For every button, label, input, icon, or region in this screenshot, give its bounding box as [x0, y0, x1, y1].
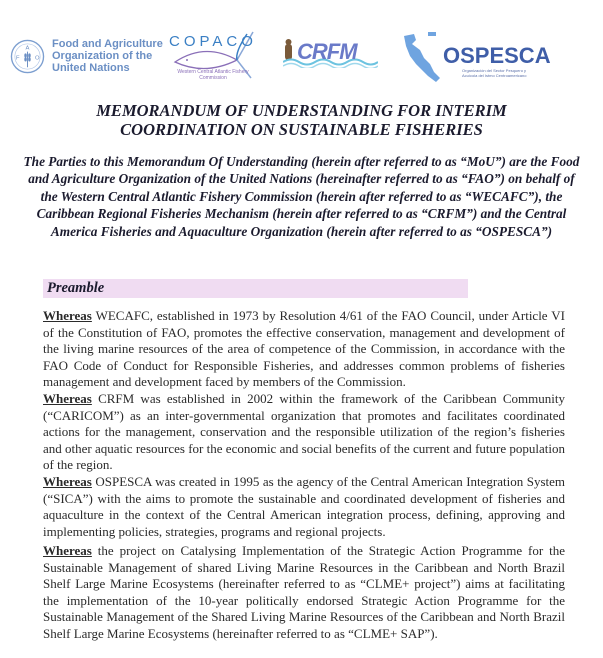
- crfm-title: CRFM: [297, 39, 357, 64]
- fao-name-line: United Nations: [52, 62, 130, 74]
- paragraph-text: OSPESCA was created in 1995 as the agency of the Central American Integration System (“SICA”) with the aims to promote the sustainable and coordinated development of fisheries and aquaculture in the context of the Central American integration process, defining, approving and implementing policies, strategies, programs and regional projects.: [43, 474, 565, 539]
- svg-text:O: O: [34, 54, 40, 61]
- whereas-paragraph-ospesca: [43, 474, 565, 540]
- ospesca-logo: [400, 30, 550, 85]
- fao-name: [52, 38, 163, 74]
- title-line: COORDINATION ON SUSTAINABLE FISHERIES: [120, 120, 483, 139]
- svg-text:F: F: [15, 54, 20, 61]
- parties-statement: The Parties to this Memorandum Of Understanding (herein after referred to as “MoU”) are the Food and Agriculture Organization of the United Nations (hereinafter referred to as “FAO”) on behalf of the Western Central Atlantic Fishery Commission (herein after referred to as “WECAFC”), the Caribbean Regional Fisheries Mechanism (herein after referred to as “CRFM”) and the Central America Fisheries and Aquaculture Organization (herein after referred to as “OSPESCA”): [23, 154, 580, 239]
- whereas-keyword: Whereas: [43, 474, 92, 489]
- paragraph-text: CRFM was established in 2002 within the framework of the Caribbean Community (“CARICOM”) as an inter-governmental organization that promotes and facilitates coordinated actions for the management, conservation and the responsible utilization of the region’s fisheries and other aquatic resources for the economic and social benefits of the current and future population of the region.: [43, 391, 565, 473]
- whereas-keyword: Whereas: [43, 543, 92, 558]
- crfm-logo: [283, 38, 378, 68]
- whereas-paragraph-clme: [43, 543, 565, 643]
- whereas-paragraph-crfm: [43, 391, 565, 474]
- paragraph-text: WECAFC, established in 1973 by Resolution 4/61 of the FAO Council, under Article VI of the Constitution of FAO, promotes the effective conservation, management and development of the living marine resources of the area of competence of the Commission, in accordance with the FAO Code of Conduct for Responsible Fisheries, and addresses common problems of fisheries management and development faced by members of the Commission.: [43, 308, 565, 390]
- central-america-map-icon: [400, 30, 445, 85]
- fao-logo: [10, 38, 163, 74]
- paragraph-text: the project on Catalysing Implementation of the Strategic Action Programme for the Sustainable Management of shared Living Marine Resources in the Caribbean and North Brazil Shelf Large Marine Ecosystems (hereinafter referred to as “CLME+ project”) aims at facilitating the implementation of the 10-year politically endorsed Strategic Action Programme for the Sustainable Management of the Shared Living Marine Resources of the Caribbean and North Brazil Shelf Large Marine Ecosystems (hereinafter referred to as “CLME+ SAP”).: [43, 543, 565, 641]
- partner-logos-header: [0, 0, 603, 90]
- whereas-keyword: Whereas: [43, 308, 92, 323]
- copaco-title: COPACO: [169, 33, 257, 50]
- fao-name-line: Food and Agriculture: [52, 38, 163, 50]
- svg-text:A: A: [25, 45, 30, 52]
- fao-wheat-emblem-icon: [10, 39, 45, 74]
- copaco-logo: [165, 22, 260, 84]
- whereas-keyword: Whereas: [43, 391, 92, 406]
- title-line: MEMORANDUM OF UNDERSTANDING FOR INTERIM: [96, 101, 507, 120]
- document-title: [0, 101, 603, 139]
- copaco-subtitle: Western Central Atlantic Fishery Commission: [177, 69, 249, 81]
- ospesca-title: OSPESCA: [443, 43, 551, 68]
- fao-name-line: Organization of the: [52, 50, 153, 62]
- ospesca-subtitle: Organización del Sector Pesquero y Acuícola del Istmo Centroamericano: [462, 68, 527, 78]
- section-heading-preamble: [43, 279, 468, 298]
- whereas-paragraph-wecafc: [43, 308, 565, 391]
- section-heading-label: Preamble: [47, 280, 105, 296]
